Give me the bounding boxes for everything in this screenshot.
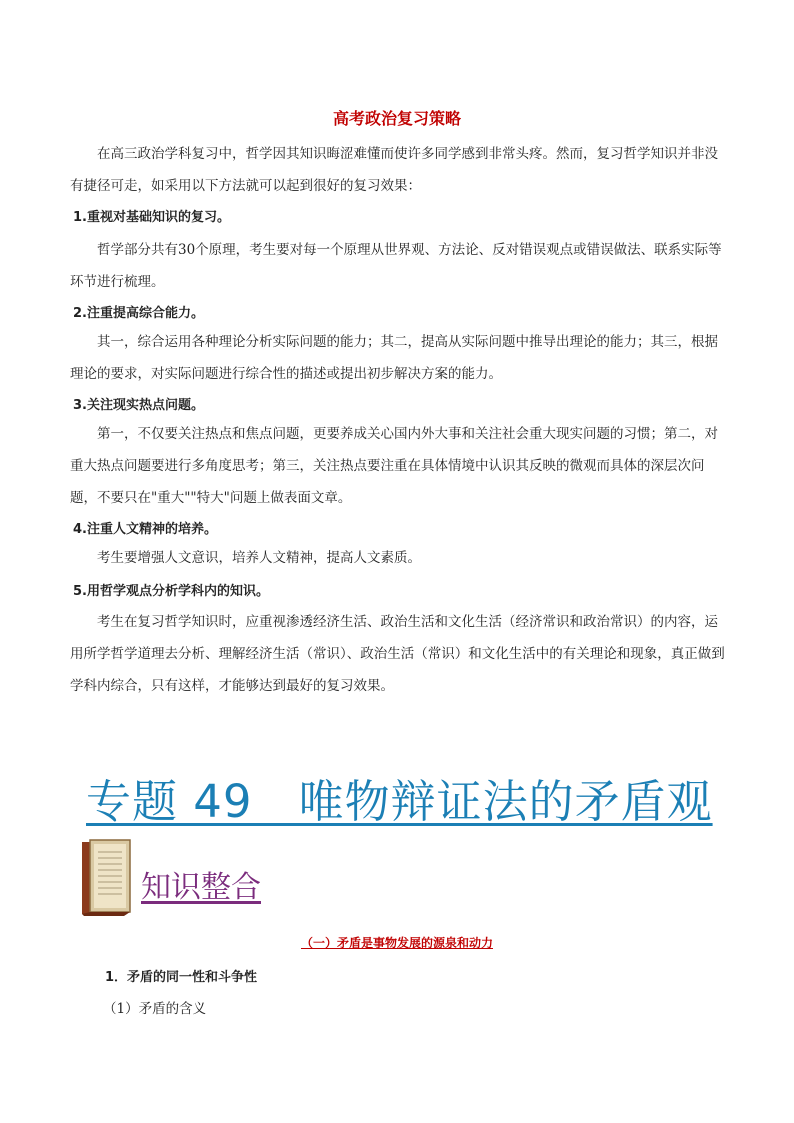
section-body-4: 考生要增强人文意识，培养人文精神，提高人文素质。 [97, 550, 421, 566]
section-body-5: 考生在复习哲学知识时，应重视渗透经济生活、政治生活和文化生活（经济常识和政治常识）的内容，运用所学哲学道理去分析、理解经济生活（常识）、政治生活（常识）和文化生活中的有关理论和现象，真正做到学科内综合，只有这样，才能够达到最好的复习效果。 [70, 614, 725, 694]
subsection-heading [0, 934, 794, 951]
section-heading-1: 1.重视对基础知识的复习。 [73, 210, 230, 225]
book-icon [80, 838, 134, 916]
section-body-3: 第一，不仅要关注热点和焦点问题，更要养成关心国内外大事和关注社会重大现实问题的习惯；第二，对重大热点问题要进行多角度思考；第三，关注热点要注重在具体情境中认识其反映的微观而具体的深层次问题，不要只在"重大""特大"问题上做表面文章。 [70, 426, 718, 506]
section-heading-2: 2.注重提高综合能力。 [73, 306, 204, 321]
section-heading-5: 5.用哲学观点分析学科内的知识。 [73, 584, 269, 599]
subsection-heading-text: （一）矛盾是事物发展的源泉和动力 [300, 936, 493, 950]
section-body-2: 其一，综合运用各种理论分析实际问题的能力；其二，提高从实际问题中推导出理论的能力；其三，根据理论的要求，对实际问题进行综合性的描述或提出初步解决方案的能力。 [70, 334, 718, 382]
section-label: 知识整合 [141, 870, 261, 905]
section-heading-4: 4.注重人文精神的培养。 [73, 522, 217, 537]
point-heading: 1．矛盾的同一性和斗争性 [105, 970, 258, 985]
intro-paragraph: 在高三政治学科复习中，哲学因其知识晦涩难懂而使许多同学感到非常头疼。然而，复习哲学知识并非没有捷径可走，如采用以下方法就可以起到很好的复习效果： [70, 146, 718, 194]
section-heading-3: 3.关注现实热点问题。 [73, 398, 204, 413]
page-title: 高考政治复习策略 [332, 109, 461, 128]
section-body-1: 哲学部分共有30个原理，考生要对每一个原理从世界观、方法论、反对错误观点或错误做法、联系实际等环节进行梳理。 [70, 242, 722, 290]
topic-title: 专题 49 唯物辩证法的矛盾观 [86, 775, 713, 828]
sub-point: （1）矛盾的含义 [103, 1001, 207, 1017]
